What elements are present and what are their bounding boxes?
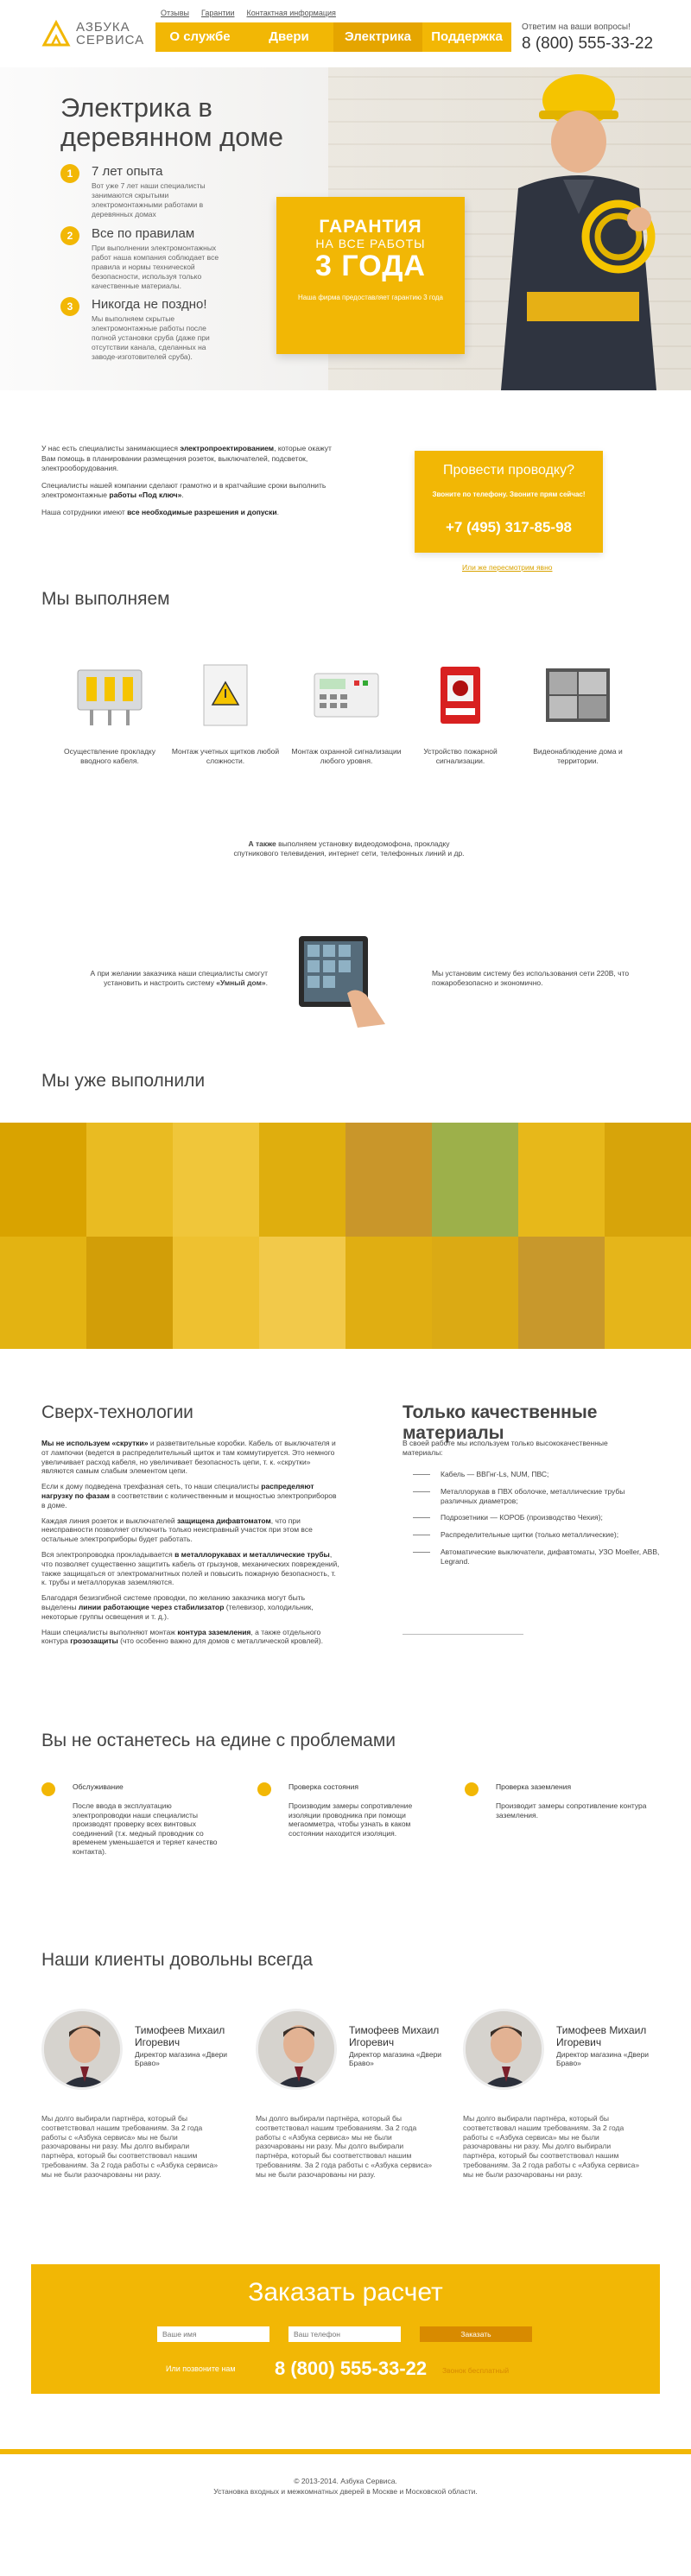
- support-item-title: Проверка состояния: [288, 1782, 358, 1791]
- tech-p2-bold: распределяют нагрузку по фазам: [41, 1482, 314, 1500]
- service-caption: Видеонаблюдение дома и территории.: [533, 747, 623, 765]
- list-item: Подрозетники — КОРОБ (производство Чехия);: [403, 1513, 662, 1522]
- gallery-photo[interactable]: [605, 1123, 691, 1237]
- call-order-subtitle: Звоните по телефону. Звоните прям сейчас!: [432, 491, 586, 498]
- tech-p6-text: Наши специалисты выполняют монтаж: [41, 1627, 178, 1636]
- support-condition-check: [257, 1782, 456, 1838]
- tech-p2-end: в соответствии с количественным и мощностью электроприборов в доме.: [41, 1491, 337, 1510]
- smart-home-bold: «Умный дом»: [216, 978, 266, 987]
- call-us-label: Или позвоните нам: [166, 2364, 236, 2373]
- tech-p2-text: Если к дому подведена трехфазная сеть, то наши специалисты: [41, 1482, 262, 1491]
- support-item-title: Проверка заземления: [496, 1782, 572, 1791]
- list-item: Распределительные щитки (только металлические);: [403, 1530, 662, 1540]
- electrical-panel-icon: [71, 661, 149, 731]
- client-name: Тимофеев Михаил Игоревич: [556, 2024, 647, 2048]
- logo-line1: АЗБУКА: [76, 20, 130, 35]
- fire-alarm-button-icon: [422, 661, 499, 731]
- support-item-text: После ввода в эксплуатацию электропроводки наши специалисты производят проверку всех винтовых соединений (т.к. медный проводник со временем уменьшается и теряет качество контакта).: [73, 1801, 218, 1856]
- call-order-box: [415, 451, 603, 553]
- footer-separator: [0, 2394, 691, 2465]
- gallery-photo[interactable]: [518, 1237, 605, 1349]
- gallery-photo[interactable]: [346, 1237, 432, 1349]
- technology-section: [0, 1349, 691, 1720]
- testimonials-section: [0, 1945, 691, 2264]
- tech-p5-text: Благодаря безизгибной системе проводки, по желанию заказчика могут быть выделены: [41, 1593, 305, 1611]
- testimonials-title: Наши клиенты довольны всегда: [41, 1950, 314, 1970]
- service-caption: Монтаж учетных щитков любой сложности.: [171, 747, 280, 765]
- copyright: © 2013-2014. Азбука Сервиса.: [294, 2477, 397, 2485]
- also-rest: выполняем установку видеодомофона, прокладку спутникового телевидения, интернет сети, телефонных линий и др.: [233, 839, 465, 858]
- smart-home-text: [69, 969, 268, 987]
- feature-text: При выполнении электромонтажных работ наша компания соблюдает все правила и нормы технической безопасности, используя только качественные материалы.: [92, 244, 219, 290]
- gallery-photo[interactable]: [259, 1237, 346, 1349]
- service-caption: Устройство пожарной сигнализации.: [423, 747, 498, 765]
- order-alt-link[interactable]: Или же пересмотрим явно: [462, 563, 553, 572]
- intro-p3-end: .: [276, 507, 279, 516]
- call-order-phone[interactable]: +7 (495) 317-85-98: [445, 519, 573, 535]
- guarantee-badge: [276, 197, 465, 354]
- free-call-label: Звонок бесплатный: [442, 2366, 510, 2375]
- intro-p1-bold: электропроектированием: [180, 444, 275, 453]
- feature-title: Никогда не поздно!: [92, 297, 207, 312]
- feature-number: 1: [60, 164, 79, 183]
- support-section: [0, 1720, 691, 1945]
- tech-p4-bold: в металлорукавах и металлические трубы: [174, 1549, 330, 1559]
- support-item-text: Производит замеры сопротивление контура заземления.: [496, 1801, 647, 1820]
- nav-electrics[interactable]: Электрика: [333, 22, 422, 52]
- tech-p3-text: Каждая линия розеток и выключателей: [41, 1516, 178, 1525]
- service-video-surveillance: [522, 661, 634, 765]
- bullet-dot-icon: [41, 1782, 55, 1796]
- call-order-title: Провести проводку?: [443, 463, 574, 478]
- electrician-photo: [466, 67, 674, 390]
- portfolio-title: Мы уже выполнили: [41, 1071, 206, 1091]
- bullet-dot-icon: [257, 1782, 271, 1796]
- intro-text: [41, 444, 335, 524]
- nav-doors[interactable]: Двери: [269, 29, 309, 44]
- materials-title: Только качественные материалы: [403, 1402, 598, 1443]
- order-form-title: Заказать расчет: [248, 2278, 443, 2307]
- services-section: [0, 589, 691, 1038]
- tech-p6-bold2: грозозащиты: [70, 1636, 118, 1646]
- materials-intro: В своей работе мы используем только высококачественные материалы:: [403, 1439, 608, 1457]
- top-link-guarantees[interactable]: Гарантии: [200, 9, 235, 17]
- intro-p1-text: У нас есть специалисты занимающиеся: [41, 444, 181, 453]
- alarm-keypad-icon: [307, 661, 385, 731]
- avatar: [256, 2009, 337, 2090]
- gallery-photo[interactable]: [518, 1123, 605, 1237]
- guarantee-note: Наша фирма предоставляет гарантию 3 года: [298, 294, 443, 301]
- intro-p2-end: .: [181, 491, 184, 499]
- warning-box-icon: [187, 661, 264, 731]
- feature-title: 7 лет опыта: [92, 164, 163, 179]
- intro-p1-end: , которые окажут Вам помощь в планировании размещения розеток, выключателей, подсветок, электрооборудования.: [41, 444, 332, 472]
- gallery-photo[interactable]: [0, 1237, 86, 1349]
- footer-description: Установка входных и межкомнатных дверей в Москве и Московской области.: [213, 2487, 478, 2496]
- services-title: Мы выполняем: [41, 589, 170, 609]
- client-name: Тимофеев Михаил Игоревич: [135, 2024, 225, 2048]
- footer-phone[interactable]: 8 (800) 555-33-22: [275, 2358, 428, 2379]
- avatar: [41, 2009, 123, 2090]
- feature-text: Вот уже 7 лет наши специалисты занимаются скрытыми электромонтажными работами в деревянных домах: [92, 181, 206, 218]
- gallery-photo[interactable]: [346, 1123, 432, 1237]
- submit-order-button[interactable]: Заказать: [420, 2326, 532, 2342]
- header-question: Ответим на ваши вопросы!: [522, 22, 631, 32]
- guarantee-line1: ГАРАНТИЯ: [319, 217, 422, 237]
- gallery-photo[interactable]: [259, 1123, 346, 1237]
- client-position: Директор магазина «Двери Браво»: [135, 2050, 228, 2067]
- portfolio-gallery: [0, 1123, 691, 1349]
- feature-number: 2: [60, 226, 79, 245]
- service-fire-alarm: [404, 661, 517, 765]
- nav-support[interactable]: Поддержка: [431, 29, 503, 44]
- tech-p6-end: (что особенно важно для домов с металлической кровлей).: [117, 1636, 323, 1646]
- gallery-photo[interactable]: [173, 1123, 259, 1237]
- client-position: Директор магазина «Двери Браво»: [556, 2050, 650, 2067]
- tech-p1-bold: Мы не используем «скрутки»: [41, 1439, 149, 1447]
- hero-banner: [0, 67, 691, 390]
- header: [0, 0, 691, 67]
- footer-accent-bar: [0, 2449, 691, 2454]
- client-review: Мы долго выбирали партнёра, который бы соответствовал нашим требованиям. За 2 года работы с «Азбука сервиса» мы не были разочарованы ни разу. Мы долго выбирали партнёра, который бы соответствовал нашим требованиям. За 2 года работы с «Азбука сервиса» мы не были разочарованы ни разу.: [256, 2114, 433, 2179]
- client-photo: [258, 2011, 337, 2090]
- client-photo: [466, 2011, 544, 2090]
- top-links: [161, 9, 336, 17]
- smart-home-text-c: .: [265, 978, 268, 987]
- video-monitor-icon: [539, 661, 617, 731]
- list-item: Металлорукав в ПВХ оболочке, металлические трубы различных диаметров;: [403, 1487, 662, 1506]
- phone-input[interactable]: [288, 2326, 401, 2342]
- intro-p2-text: Специалисты нашей компании сделают грамотно и в кратчайшие сроки выполнить электромонтажные: [41, 480, 326, 499]
- tech-p6-mid: , а также отдельного контура: [41, 1627, 321, 1646]
- tech-p4-end: , что позволяет существенно защитить кабель от грызунов, механических повреждений, также защищаться от электромагнитных полей и повысить пожарную безопасность, т. к. трубы и металлорукав заземляются.: [41, 1549, 339, 1587]
- nav-about[interactable]: О службе: [169, 29, 231, 44]
- intro-p2-bold: работы «Под ключ»: [109, 491, 182, 499]
- gallery-photo[interactable]: [0, 1123, 86, 1237]
- feature-number: 3: [60, 297, 79, 316]
- intro-p3-bold: все необходимые разрешения и допуски: [127, 507, 277, 516]
- materials-list: [403, 1470, 662, 1574]
- tech-p3-end: , что при неисправности позволяет отключить только неисправный участок при этом все остальные электроприборы будет работать.: [41, 1516, 313, 1544]
- intro-section: [0, 390, 691, 589]
- top-link-reviews[interactable]: Отзывы: [161, 9, 189, 17]
- feature-rules: [60, 226, 285, 291]
- list-item: Кабель — ВВГнг-Ls, NUM, ПВС;: [403, 1470, 662, 1479]
- tech-p5-end: (телевизор, холодильник, некоторые группы освещения и т. д.).: [41, 1602, 314, 1621]
- feature-title: Все по правилам: [92, 226, 195, 241]
- client-review: Мы долго выбирали партнёра, который бы соответствовал нашим требованиям. За 2 года работы с «Азбука сервиса» мы не были разочарованы ни разу. Мы долго выбирали партнёра, который бы соответствовал нашим требованиям. За 2 года работы с «Азбука сервиса» мы не были разочарованы ни разу.: [463, 2114, 640, 2179]
- avatar: [463, 2009, 544, 2090]
- client-name: Тимофеев Михаил Игоревич: [349, 2024, 440, 2048]
- gallery-photo[interactable]: [173, 1237, 259, 1349]
- tech-p3-bold: защищена дифавтоматом: [177, 1516, 271, 1525]
- support-grounding-check: [465, 1782, 663, 1820]
- also-bold: А также: [248, 839, 276, 848]
- support-maintenance: [41, 1782, 240, 1856]
- gallery-photo[interactable]: [605, 1237, 691, 1349]
- intro-p3-text: Наша сотрудники имеют: [41, 507, 128, 516]
- gallery-photo[interactable]: [86, 1123, 173, 1237]
- logo-line2: СЕРВИСА: [76, 33, 145, 47]
- also-text: [228, 839, 470, 858]
- logo-house-icon: [41, 19, 71, 48]
- order-calculation-form: [31, 2264, 660, 2394]
- client-photo: [44, 2011, 123, 2090]
- header-phone[interactable]: 8 (800) 555-33-22: [522, 35, 654, 53]
- service-cable-input: [54, 661, 166, 765]
- support-title: Вы не останетесь на едине с проблемами: [41, 1731, 396, 1750]
- feature-experience: [60, 164, 285, 219]
- tech-p4-text: Вся электропроводка прокладывается: [41, 1549, 175, 1559]
- service-caption: Осуществление прокладку вводного кабеля.: [63, 747, 155, 765]
- support-item-text: Производим замеры сопротивление изоляции проводника при помощи мегаомметра, чтобы узнать в каком состоянии находится изоляция.: [288, 1801, 413, 1838]
- name-input[interactable]: [157, 2326, 269, 2342]
- footer: [0, 2465, 691, 2576]
- main-nav: [155, 22, 511, 52]
- smart-home-tablet-image: [295, 931, 390, 1030]
- hero-title: Электрика в деревянном доме: [60, 92, 284, 152]
- portfolio-header: [0, 1038, 691, 1123]
- list-item: Автоматические выключатели, дифавтоматы, УЗО Moeller, ABB, Legrand.: [403, 1547, 662, 1566]
- guarantee-line2: НА ВСЕ РАБОТЫ: [315, 237, 426, 250]
- tech-p1-text: и разветвительные коробки. Кабель от выключателя и от лампочки (ведется в распределительный щиток и там коммутируется. Это немного увеличивает расход кабеля, но увеличивает безопасность цепи, т. к. «скрутки» являются самым слабым элементом цепи.: [41, 1439, 336, 1476]
- smart-home-safe-text: Мы установим систему без использования сети 220В, что пожаробезопасно и экономично.: [432, 969, 630, 987]
- bullet-dot-icon: [465, 1782, 479, 1796]
- guarantee-line3: 3 ГОДА: [315, 250, 426, 282]
- service-security-alarm: [290, 661, 403, 765]
- tech-p5-bold: линии работающие через стабилизатор: [78, 1602, 225, 1611]
- service-meter-panels: [169, 661, 282, 765]
- service-caption: Монтаж охранной сигнализации любого уровня.: [291, 747, 402, 765]
- support-item-title: Обслуживание: [73, 1782, 124, 1791]
- smart-home-text-a: А при желании заказчика наши специалисты смогут установить и настроить систему: [90, 969, 268, 987]
- technology-title: Сверх-технологии: [41, 1402, 193, 1422]
- client-review: Мы долго выбирали партнёра, который бы соответствовал нашим требованиям. За 2 года работы с «Азбука сервиса» мы не были разочарованы ни разу. Мы долго выбирали партнёра, который бы соответствовал нашим требованиям. За 2 года работы с «Азбука сервиса» мы не были разочарованы ни разу.: [41, 2114, 219, 2179]
- header-contact: [522, 22, 653, 54]
- feature-text: Мы выполняем скрытые электромонтажные работы после полной установки сруба (даже при отсутствии канала, сделанных на заводе-изготовителей сруба).: [92, 314, 210, 361]
- feature-never-late: [60, 297, 285, 362]
- gallery-photo[interactable]: [86, 1237, 173, 1349]
- client-position: Директор магазина «Двери Браво»: [349, 2050, 442, 2067]
- tech-p6-bold: контура заземления: [177, 1627, 251, 1636]
- logo[interactable]: [41, 19, 144, 48]
- gallery-photo[interactable]: [432, 1237, 518, 1349]
- technology-text: [41, 1439, 339, 1652]
- divider: [403, 1634, 523, 1635]
- gallery-photo[interactable]: [432, 1123, 518, 1237]
- top-link-contacts[interactable]: Контактная информация: [246, 9, 336, 17]
